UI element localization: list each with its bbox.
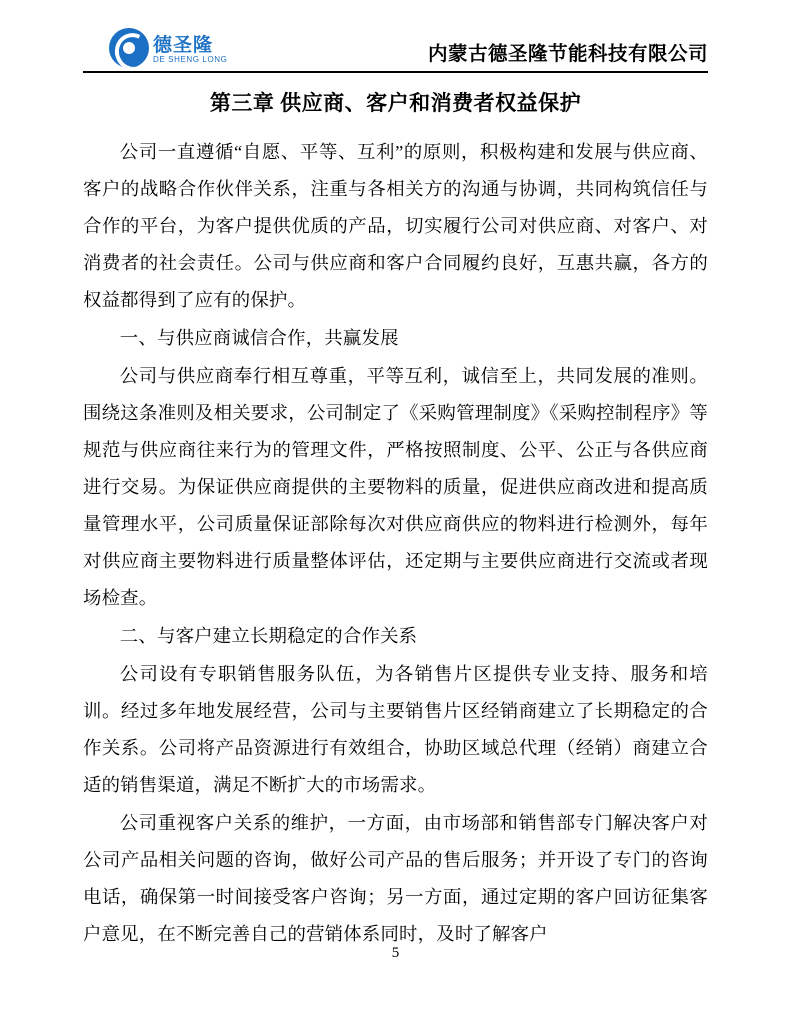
logo-english-name: DE SHENG LONG [153,55,228,64]
company-name-heading: 内蒙古德圣隆节能科技有限公司 [427,44,708,65]
paragraph: 公司设有专职销售服务队伍，为各销售片区提供专业支持、服务和培训。经过多年地发展经营，公司与主要销售片区经销商建立了长期稳定的合作关系。公司将产品资源进行有效组合，协助区域总代理（经销）商建立合适的销售渠道，满足不断扩大的市场需求。 [83,663,708,795]
page-content-area [83,0,708,1024]
paragraph: 公司重视客户关系的维护，一方面，由市场部和销售部专门解决客户对公司产品相关问题的咨询，做好公司产品的售后服务；并开设了专门的咨询电话，确保第一时间接受客户咨询；另一方面，通过定期的客户回访征集客户意见，在不断完善自己的营销体系同时，及时了解客户 [83,812,708,944]
document-body [83,72,708,953]
company-logo [109,28,233,72]
chapter-title: 第三章 供应商、客户和消费者权益保护 [209,91,582,115]
logo-chinese-name: 德圣隆 [153,35,214,56]
section-heading-1: 一、与供应商诚信合作，共赢发展 [119,327,399,348]
header-divider [83,71,708,73]
page-header [83,0,708,72]
paragraph: 公司一直遵循“自愿、平等、互利”的原则，积极构建和发展与供应商、客户的战略合作伙伴关系，注重与各相关方的沟通与协调，共同构筑信任与合作的平台，为客户提供优质的产品，切实履行公司对供应商、对客户、对消费者的社会责任。公司与供应商和客户合同履约良好，互惠共赢，各方的权益都得到了应有的保护。 [83,141,708,310]
company-logo-icon [109,28,149,68]
page-number: 5 [391,945,400,961]
paragraph: 公司与供应商奉行相互尊重，平等互利，诚信至上，共同发展的准则。围绕这条准则及相关要求，公司制定了《采购管理制度》《采购控制程序》等规范与供应商往来行为的管理文件，严格按照制度、公平、公正与各供应商进行交易。为保证供应商提供的主要物料的质量，促进供应商改进和提高质量管理水平，公司质量保证部除每次对供应商供应的物料进行检测外，每年对供应商主要物料进行质量整体评估，还定期与主要供应商进行交流或者现场检查。 [83,365,708,608]
section-heading-2: 二、与客户建立长期稳定的合作关系 [119,625,418,646]
